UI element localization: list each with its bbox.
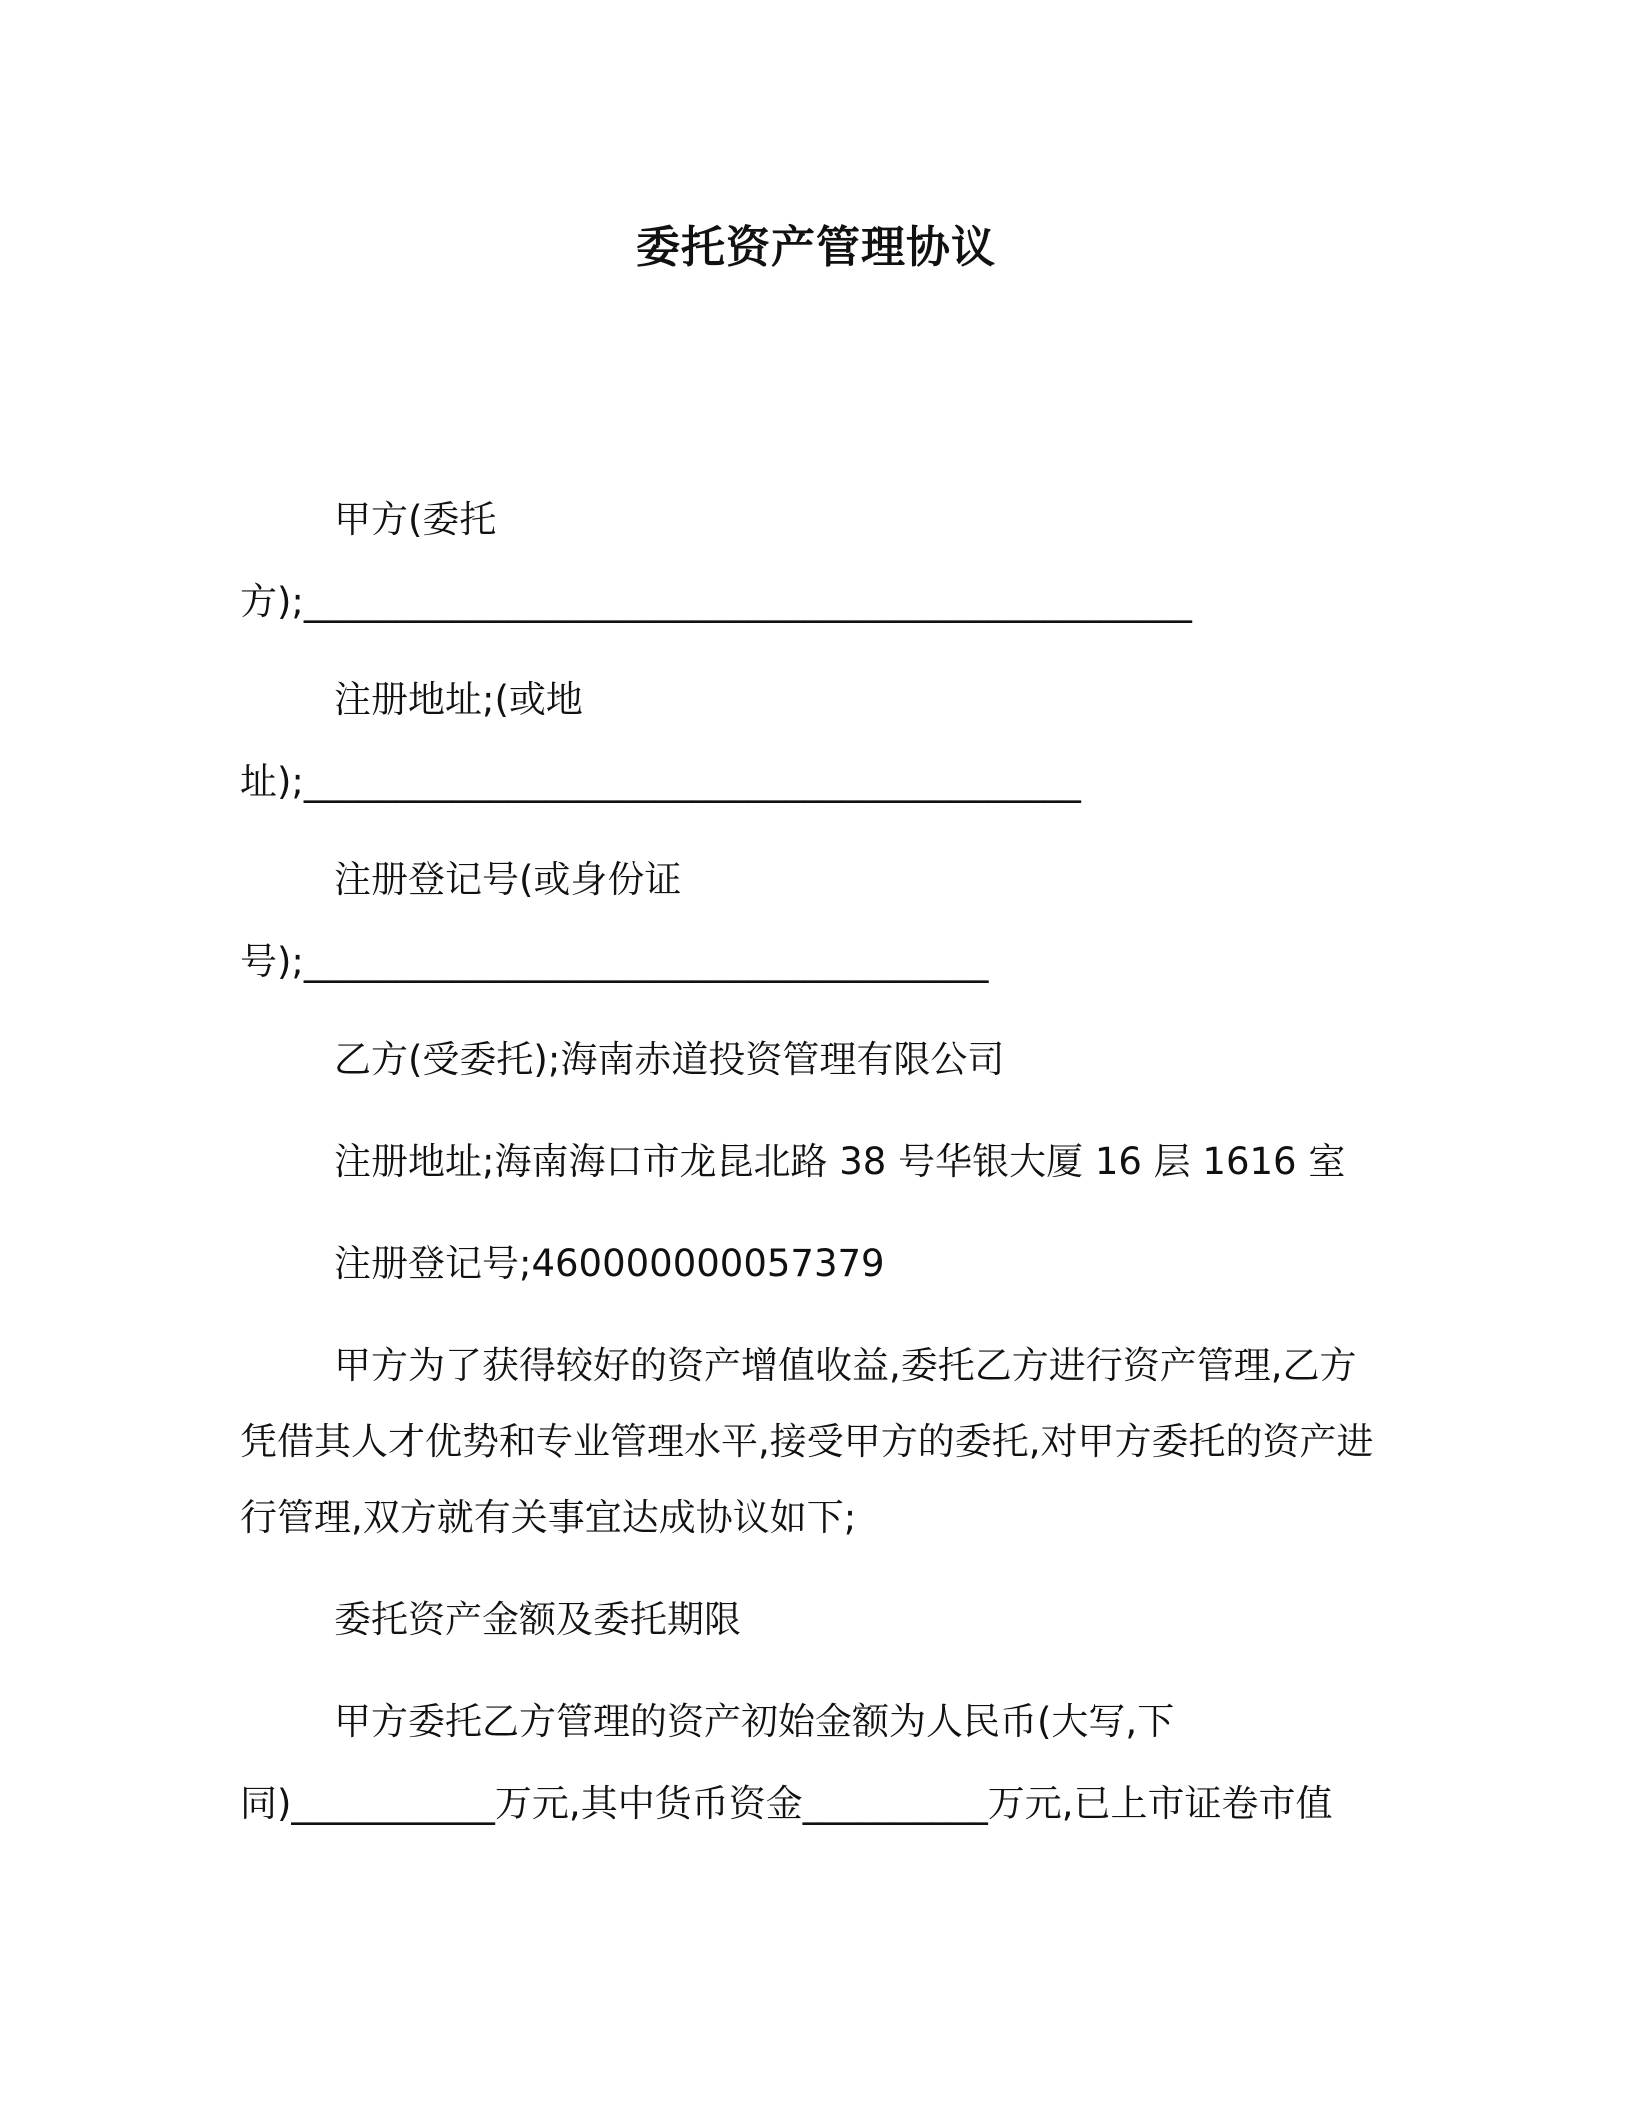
party-a-blank: 方);________________________________________________: [240, 580, 1192, 623]
party-b-registration: 注册登记号;460000000057379: [334, 1242, 885, 1285]
party-a-registration-label: 注册登记号(或身份证: [334, 858, 682, 901]
party-a-address-blank: 址);__________________________________________: [240, 760, 1081, 803]
preamble-line-2: 凭借其人才优势和专业管理水平,接受甲方的委托,对甲方委托的资产进: [240, 1420, 1374, 1463]
party-a-label: 甲方(委托: [334, 498, 497, 541]
party-a-address-label: 注册地址;(或地: [334, 678, 583, 721]
preamble-line-1: 甲方为了获得较好的资产增值收益,委托乙方进行资产管理,乙方: [334, 1344, 1357, 1387]
document-title: 委托资产管理协议: [636, 222, 996, 273]
party-b-address: 注册地址;海南海口市龙昆北路 38 号华银大厦 16 层 1616 室: [334, 1140, 1346, 1183]
clause-line-1: 甲方委托乙方管理的资产初始金额为人民币(大写,下: [334, 1700, 1175, 1743]
section-heading: 委托资产金额及委托期限: [334, 1598, 741, 1641]
party-a-registration-blank: 号);_____________________________________: [240, 940, 989, 983]
party-b-name: 乙方(受委托);海南赤道投资管理有限公司: [334, 1038, 1005, 1081]
preamble-line-3: 行管理,双方就有关事宜达成协议如下;: [240, 1496, 857, 1539]
clause-line-2: 同)___________万元,其中货币资金__________万元,已上市证卷市值: [240, 1782, 1333, 1825]
